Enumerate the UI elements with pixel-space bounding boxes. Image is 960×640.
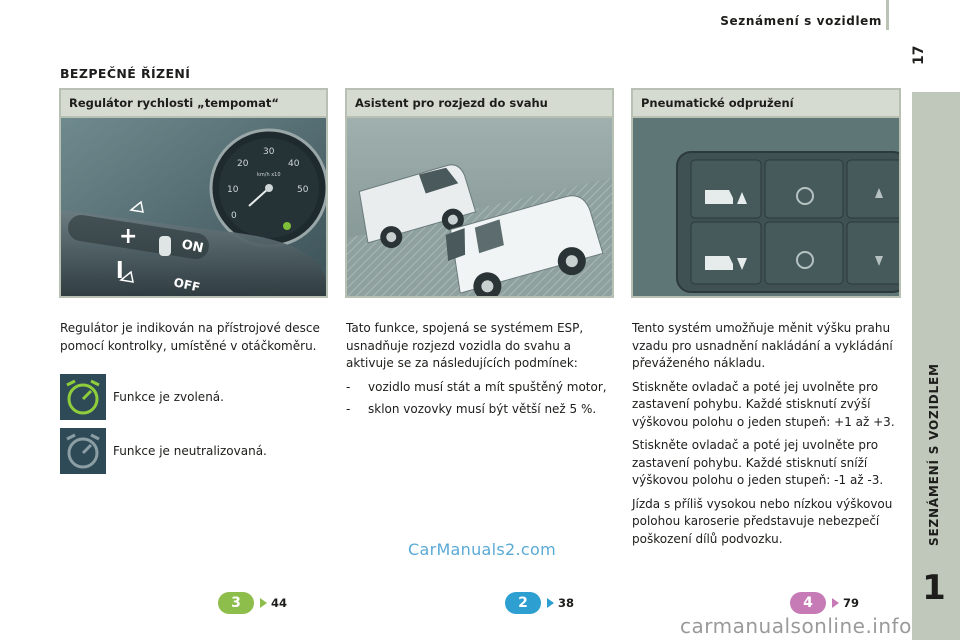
suspension-switch-illustration <box>631 116 901 298</box>
column-hill-text <box>346 320 614 419</box>
section-title: BEZPEČNÉ ŘÍZENÍ <box>60 66 191 81</box>
suspension-p1: Tento systém umožňuje měnit výšku prahu vzadu pro usnadnění nakládání a vykládání převáženého nákladu. <box>632 321 893 370</box>
footer-watermark: carmanualsonline.info <box>680 614 912 638</box>
hill-bullet-1: - vozidlo musí stát a mít spuštěný motor, <box>346 379 607 394</box>
cruise-intro: Regulátor je indikován na přístrojové desce pomocí kontrolky, umístěné v otáčkoměru. <box>60 321 320 353</box>
dial-tick-40: 40 <box>288 159 300 169</box>
cruise-selected-text: Funkce je zvolená. <box>113 390 224 404</box>
stalk-off-label: OFF <box>172 275 202 295</box>
ref-chapter-4[interactable] <box>790 592 859 614</box>
arrow-right-icon <box>832 598 839 608</box>
dial-tick-50: 50 <box>297 185 309 195</box>
dial-unit: km/h x10 <box>257 172 281 178</box>
vans-on-slope-image <box>347 118 612 296</box>
dial-tick-30: 30 <box>263 147 275 157</box>
hill-assist-illustration <box>345 116 614 298</box>
chapter-4-badge: 4 <box>790 592 826 614</box>
cruise-control-illustration <box>59 116 328 298</box>
panel-cruise-control <box>59 88 328 298</box>
arrow-right-icon <box>547 598 554 608</box>
switch-panel-image <box>633 118 899 296</box>
ref-chapter-3[interactable] <box>218 592 287 614</box>
cruise-control-grey-icon <box>60 428 106 474</box>
chapter-vertical-label: SEZNÁMENÍ S VOZIDLEM <box>927 363 941 547</box>
watermark-carmanuals2: CarManuals2.com <box>408 540 556 559</box>
ref-page-44: 44 <box>271 596 288 610</box>
panel-title-cruise: Regulátor rychlosti „tempomat“ <box>59 88 328 116</box>
suspension-p3: Stiskněte ovladač a poté jej uvolněte pro zastavení pohybu. Každé stisknutí sníží výškovou polohu o jeden stupeň: -1 až -3. <box>632 438 884 487</box>
panel-title-suspension: Pneumatické odpružení <box>631 88 901 116</box>
dial-tick-10: 10 <box>227 185 239 195</box>
svg-text:l: l <box>116 259 124 284</box>
panel-title-hill: Asistent pro rozjezd do svahu <box>345 88 614 116</box>
column-suspension-text <box>632 320 904 554</box>
panel-air-suspension <box>631 88 901 298</box>
suspension-p4: Jízda s příliš vysokou nebo nízkou výškovou polohou karoserie představuje nebezpečí poškození dílů podvozku. <box>632 496 893 546</box>
ref-page-79: 79 <box>843 596 860 610</box>
chapter-3-badge: 3 <box>218 592 254 614</box>
page-number: 17 <box>911 45 927 65</box>
ref-page-38: 38 <box>558 596 575 610</box>
cruise-neutral-text: Funkce je neutralizovaná. <box>113 444 267 458</box>
header-divider <box>886 0 889 30</box>
chapter-number: 1 <box>922 568 946 608</box>
suspension-p2: Stiskněte ovladač a poté jej uvolněte pro zastavení pohybu. Každé stisknutí zvýší výškovou polohu o jeden stupeň: +1 až +3. <box>632 379 895 429</box>
ref-chapter-2[interactable] <box>505 592 574 614</box>
stalk-on-label: ON <box>180 237 205 257</box>
dial-tick-0: 0 <box>231 211 237 221</box>
panel-hill-assist <box>345 88 614 298</box>
svg-text:+: + <box>119 224 138 249</box>
hill-bullet-2: - sklon vozovky musí být větší než 5 %. <box>346 402 597 416</box>
column-cruise-text <box>60 320 330 361</box>
dial-tick-20: 20 <box>237 159 249 169</box>
stalk-and-dial-image <box>61 118 326 296</box>
arrow-right-icon <box>260 598 267 608</box>
hill-intro: Tato funkce, spojená se systémem ESP, usnadňuje rozjezd vozidla do svahu a aktivuje se za následujících podmínek: <box>346 321 584 370</box>
chapter-2-badge: 2 <box>505 592 541 614</box>
cruise-control-green-icon <box>60 374 106 420</box>
running-header: Seznámení s vozidlem <box>720 14 882 28</box>
